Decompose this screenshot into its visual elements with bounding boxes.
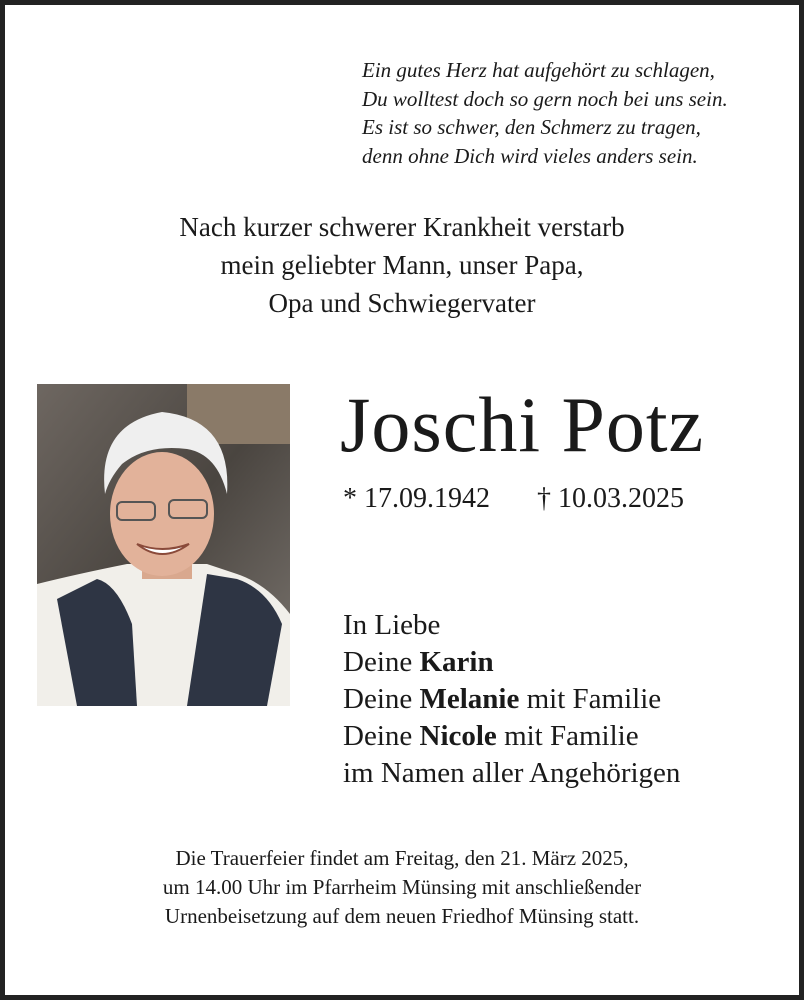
intro-text [0,208,804,322]
signatures [343,607,680,792]
funeral-info-line: um 14.00 Uhr im Pfarrheim Münsing mit anschließender [162,875,642,899]
intro-line: Nach kurzer schwerer Krankheit verstarb [179,212,625,242]
signature-name: Melanie [419,683,520,715]
portrait-photo [37,384,290,706]
signature-suffix: mit Familie [496,720,639,752]
signature-suffix: mit Familie [519,683,662,715]
signature-line [343,718,680,755]
poem-line: denn ohne Dich wird vieles anders sein. [362,143,698,168]
poem-line: Es ist so schwer, den Schmerz zu tragen, [362,115,701,139]
intro-line: Opa und Schwiegervater [268,288,536,318]
funeral-info-line: Die Trauerfeier findet am Freitag, den 21. März 2025, [175,846,629,870]
signature-prefix: Deine [343,683,420,715]
signature-line: In Liebe [343,609,441,641]
deceased-name: Joschi Potz [340,381,705,468]
signature-name: Nicole [419,720,497,752]
life-dates [343,483,684,515]
funeral-info-line: Urnenbeisetzung auf dem neuen Friedhof Münsing statt. [164,904,640,928]
poem [362,56,728,170]
signature-line [343,681,680,718]
poem-line: Ein gutes Herz hat aufgehört zu schlagen, [362,58,715,82]
funeral-info [0,844,804,931]
signature-line [343,644,680,681]
intro-line: mein geliebter Mann, unser Papa, [220,250,584,280]
birth-date: * 17.09.1942 [343,483,490,514]
poem-line: Du wolltest doch so gern noch bei uns sein. [362,86,728,111]
signature-prefix: Deine [343,720,420,752]
death-date: † 10.03.2025 [537,483,684,514]
signature-prefix: Deine [343,646,420,678]
signature-line: im Namen aller Angehörigen [343,757,681,789]
signature-name: Karin [419,646,494,678]
